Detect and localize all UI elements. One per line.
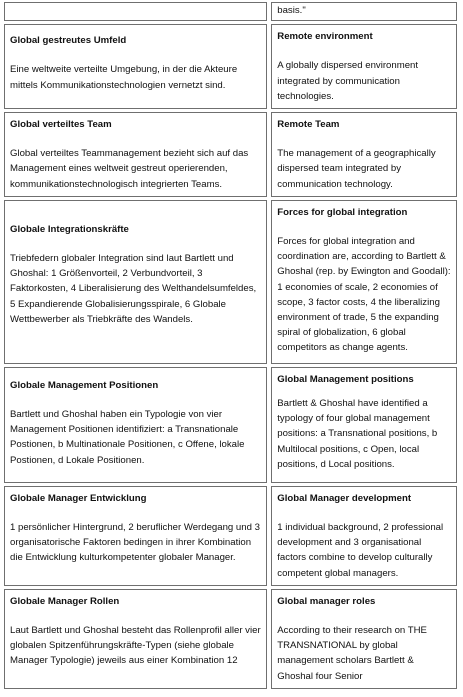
english-term: Global Management positions [277,373,414,385]
english-term: Remote environment [277,31,373,43]
german-definition: 1 persönlicher Hintergrund, 2 beruflicher Werdegang und 3 organisatorische Faktoren bedingen in ihrer Kombination die Entwicklung kulturkompetenter globaler Manager. [10,522,260,564]
english-cell [271,2,457,21]
german-term: Global verteiltes Team [10,119,112,131]
english-definition: basis." [277,5,306,16]
german-cell [4,367,267,483]
english-cell [271,24,457,109]
german-cell [4,200,267,364]
english-cell [271,112,457,197]
german-cell [4,2,267,21]
german-cell [4,112,267,197]
german-term: Globale Manager Entwicklung [10,492,147,504]
english-definition: The management of a geographically dispersed team integrated by communication technology. [277,148,436,190]
english-term: Forces for global integration [277,206,408,218]
table-row [4,2,457,21]
german-term: Globale Manager Rollen [10,595,120,607]
english-definition: 1 individual background, 2 professional development and 3 organisational factors combine to develop culturally competent global managers. [277,522,444,579]
english-term: Global Manager development [277,492,412,504]
german-definition: Eine weltweite verteilte Umgebung, in der die Akteure mittels Kommunikationstechnologien vernetzt sind. [10,64,238,91]
english-definition: Bartlett & Ghoshal have identified a typology of four global management positions: a Transnational positions, b Multilocal positions, c Open, local positions, d Local positions. [277,398,438,470]
german-term: Globale Management Positionen [10,379,159,391]
english-cell [271,367,457,483]
german-term: Globale Integrationskräfte [10,223,129,235]
english-definition: Forces for global integration and coordination are, according to Bartlett & Ghoshal (rep. by Ewington and Goodall): 1 economies of scale, 2 economies of scope, 3 factor costs, 4 the liberalizing environment of trade, 5 the expanding spiral of globalization, 6 global competitors as change agents. [277,236,451,354]
german-term: Global gestreutes Umfeld [10,35,127,47]
english-definition: According to their research on THE TRANSNATIONAL by global management scholars Bartlett & Ghoshal four Senior [277,625,427,682]
english-cell [271,589,457,689]
german-definition: Bartlett und Ghoshal haben ein Typologie von vier Management Positionen identifiziert: a Transnationale Postionen, b Multinationale Positionen, c Offene, lokale Postionen, d Lokale Positionen. [10,409,245,466]
english-cell [271,200,457,364]
german-definition: Global verteiltes Teammanagement bezieht sich auf das Management eines weltweit gestreut operierenden, kommunikationstechnologisch integrierten Teams. [10,148,249,190]
table-row [4,486,457,586]
table-row [4,24,457,109]
german-cell [4,589,267,689]
table-row [4,367,457,483]
table-row [4,112,457,197]
english-term: Remote Team [277,119,340,131]
table-row [4,200,457,364]
table-row [4,589,457,689]
german-definition: Triebfedern globaler Integration sind laut Bartlett und Ghoshal: 1 Größenvorteil, 2 Verbundvorteil, 3 Faktorkosten, 4 Liberalisierung des Welthandelsumfeldes, 5 Expandierende Globalisierungsspirale, 6 Globale Wettbewerber als Triebkräfte des Wandels. [10,253,257,325]
english-term: Global manager roles [277,595,376,607]
german-cell [4,24,267,109]
english-definition: A globally dispersed environment integrated by communication technologies. [277,60,419,102]
german-cell [4,486,267,586]
german-definition: Laut Bartlett und Ghoshal besteht das Rollenprofil aller vier globalen Spitzenführungskräfte-Typen (siehe globale Manager Typologie) jeweils aus einer Kombination 12 [10,625,261,667]
english-cell [271,486,457,586]
